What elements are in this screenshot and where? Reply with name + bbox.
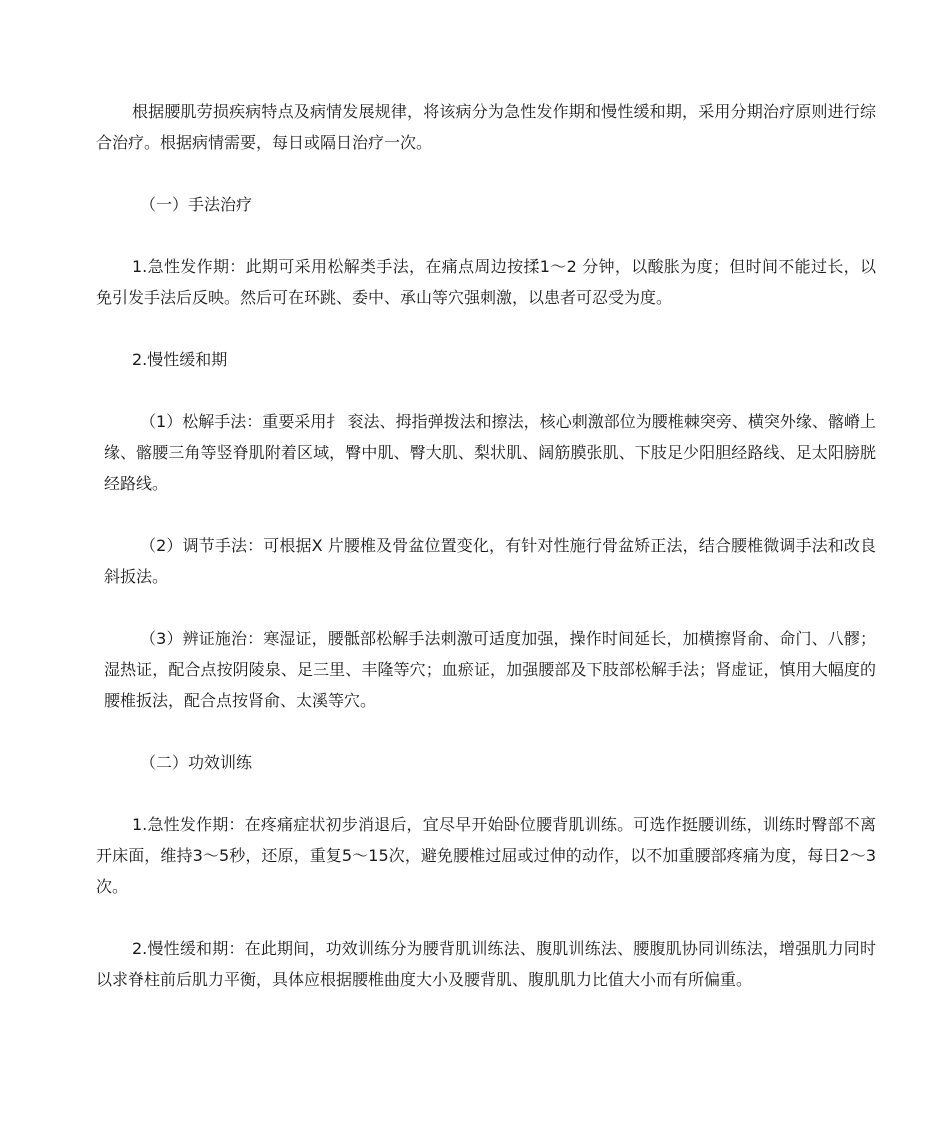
massage-differentiation-paragraph: （3）辨证施治：寒湿证，腰骶部松解手法刺激可适度加强，操作时间延长，加横擦肾俞、命门、八髎；湿热证，配合点按阴陵泉、足三里、丰隆等穴；血瘀证，加强腰部及下肢部松解手法；肾虚证，慎用大幅度的腰椎扳法，配合点按肾俞、太溪等穴。 [104, 629, 876, 710]
training-chronic-paragraph: 2.慢性缓和期：在此期间，功效训练分为腰背肌训练法、腹肌训练法、腰腹肌协同训练法，增强肌力同时以求脊柱前后肌力平衡，具体应根据腰椎曲度大小及腰背肌、腹肌肌力比值大小而有所偏重。 [96, 939, 876, 989]
massage-adjust-paragraph: （2）调节手法：可根据X 片腰椎及骨盆位置变化，有针对性施行骨盆矫正法，结合腰椎微调手法和改良斜扳法。 [104, 536, 876, 586]
document-page [96, 96, 876, 995]
training-acute-paragraph: 1.急性发作期：在疼痛症状初步消退后，宜尽早开始卧位腰背肌训练。可选作挺腰训练，训练时臀部不离开床面，维持3～5秒，还原，重复5～15次，避免腰椎过屈或过伸的动作，以不加重腰部疼痛为度，每日2～3次。 [96, 815, 876, 896]
section-heading-training: （二）功效训练 [140, 753, 253, 772]
massage-acute-paragraph: 1.急性发作期：此期可采用松解类手法，在痛点周边按揉1～2 分钟，以酸胀为度；但时间不能过长，以免引发手法后反映。然后可在环跳、委中、承山等穴强刺激，以患者可忍受为度。 [96, 257, 876, 307]
massage-chronic-heading: 2.慢性缓和期 [132, 350, 228, 369]
intro-paragraph: 根据腰肌劳损疾病特点及病情发展规律，将该病分为急性发作期和慢性缓和期，采用分期治疗原则进行综合治疗。根据病情需要，每日或隔日治疗一次。 [96, 102, 876, 152]
section-heading-massage: （一）手法治疗 [140, 195, 253, 214]
massage-release-paragraph: （1）松解手法：重要采用扌 衮法、拇指弹拨法和擦法，核心刺激部位为腰椎棘突旁、横突外缘、髂嵴上缘、髂腰三角等竖脊肌附着区域，臀中肌、臀大肌、梨状肌、阔筋膜张肌、下肢足少阳胆经路线、足太阳膀胱经路线。 [104, 412, 876, 493]
